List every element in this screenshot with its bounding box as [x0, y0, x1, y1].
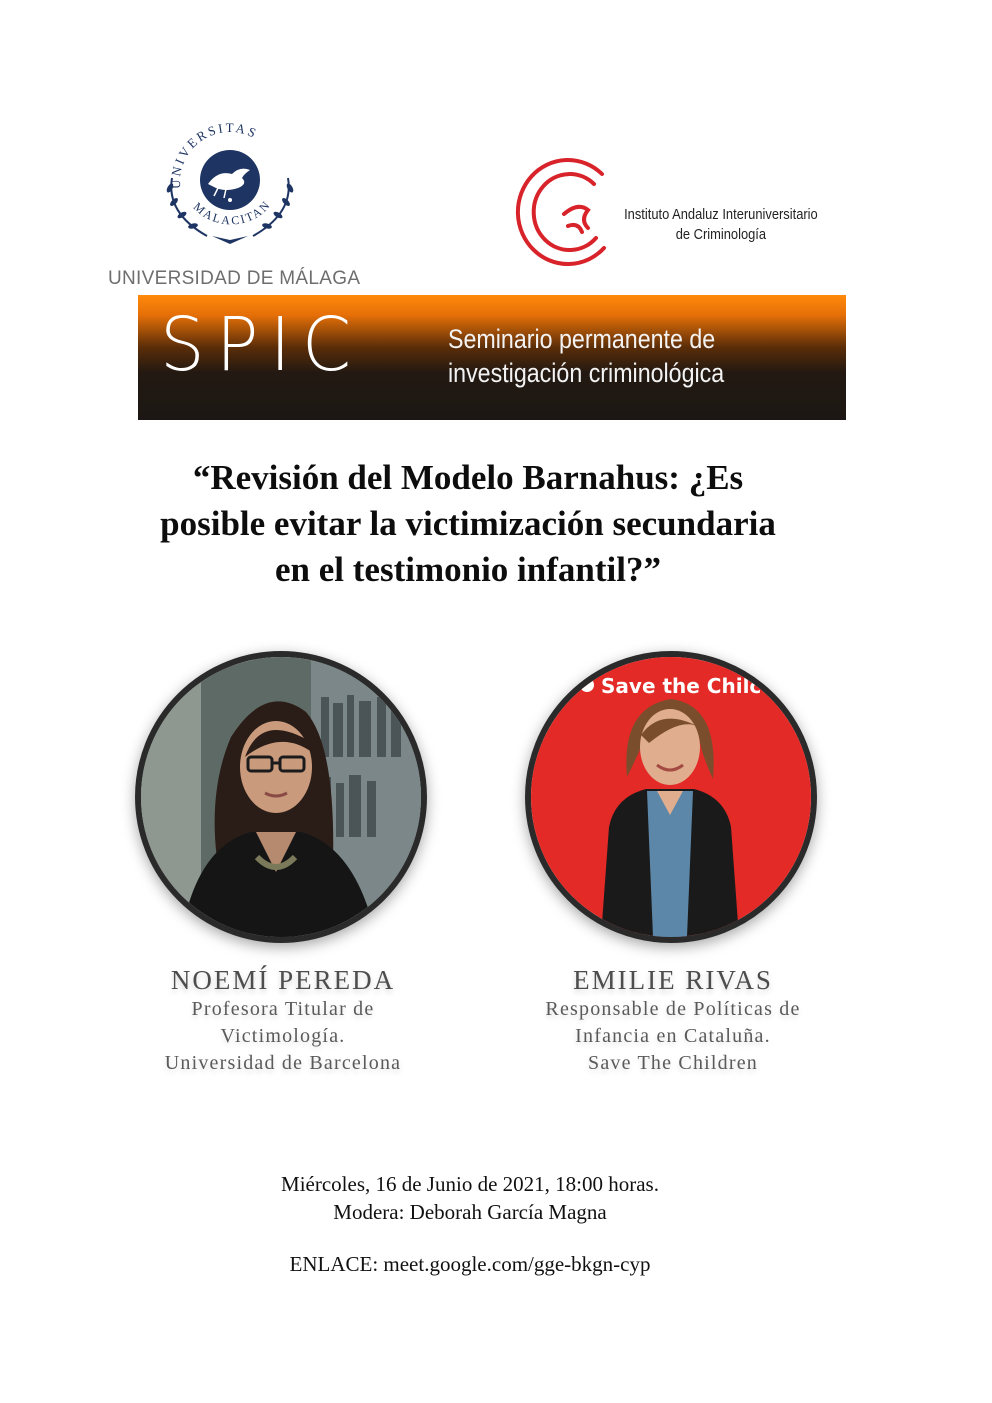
meeting-link[interactable]: ENLACE: meet.google.com/gge-bkgn-cyp [289, 1252, 651, 1276]
svg-text:MALACITANA: MALACITAN [190, 197, 274, 228]
talk-title-line-1: “Revisión del Modelo Barnahus: ¿Es [192, 458, 744, 497]
event-details [160, 1170, 780, 1226]
institute-name [622, 205, 820, 245]
svg-text:UNIVERSITAS: UNIVERSITAS [167, 119, 261, 190]
speaker-1-name: NOEMÍ PEREDA [170, 965, 396, 995]
speaker-1-role-line-1: Profesora Titular de [191, 998, 375, 1020]
university-name: UNIVERSIDAD DE MÁLAGA [108, 268, 361, 289]
event-date: Miércoles, 16 de Junio de 2021, 18:00 horas. [281, 1172, 659, 1196]
spic-subtitle [448, 322, 724, 390]
talk-title [100, 455, 836, 593]
speaker-2-role-line-3: Save The Children [588, 1052, 758, 1074]
speaker-1-role-line-3: Universidad de Barcelona [164, 1052, 402, 1074]
spic-subtitle-line-2: investigación criminológica [448, 358, 725, 388]
speaker-2-photo [525, 651, 817, 943]
university-seal-logo [152, 118, 308, 248]
talk-title-line-2: posible evitar la victimización secundaria [160, 504, 776, 543]
speaker-1-role-line-2: Victimología. [220, 1025, 346, 1047]
institute-name-line-2: de Criminología [675, 226, 767, 243]
talk-title-line-3: en el testimonio infantil?” [275, 550, 661, 589]
speaker-2-role-line-2: Infancia en Cataluña. [575, 1025, 771, 1047]
backdrop-text: Save the Chilc [601, 674, 762, 698]
speaker-1 [118, 964, 448, 1077]
event-moderator: Modera: Deborah García Magna [333, 1200, 607, 1224]
institute-logo [508, 150, 620, 270]
save-the-children-backdrop-logo [580, 674, 761, 698]
speaker-1-photo [135, 651, 427, 943]
spic-subtitle-line-1: Seminario permanente de [448, 324, 716, 354]
spic-acronym: SPIC [160, 302, 363, 388]
speaker-2 [508, 964, 838, 1077]
institute-name-line-1: Instituto Andaluz Interuniversitario [624, 206, 818, 223]
speaker-2-role-line-1: Responsable de Políticas de [545, 998, 801, 1020]
speaker-2-name: EMILIE RIVAS [573, 965, 773, 995]
